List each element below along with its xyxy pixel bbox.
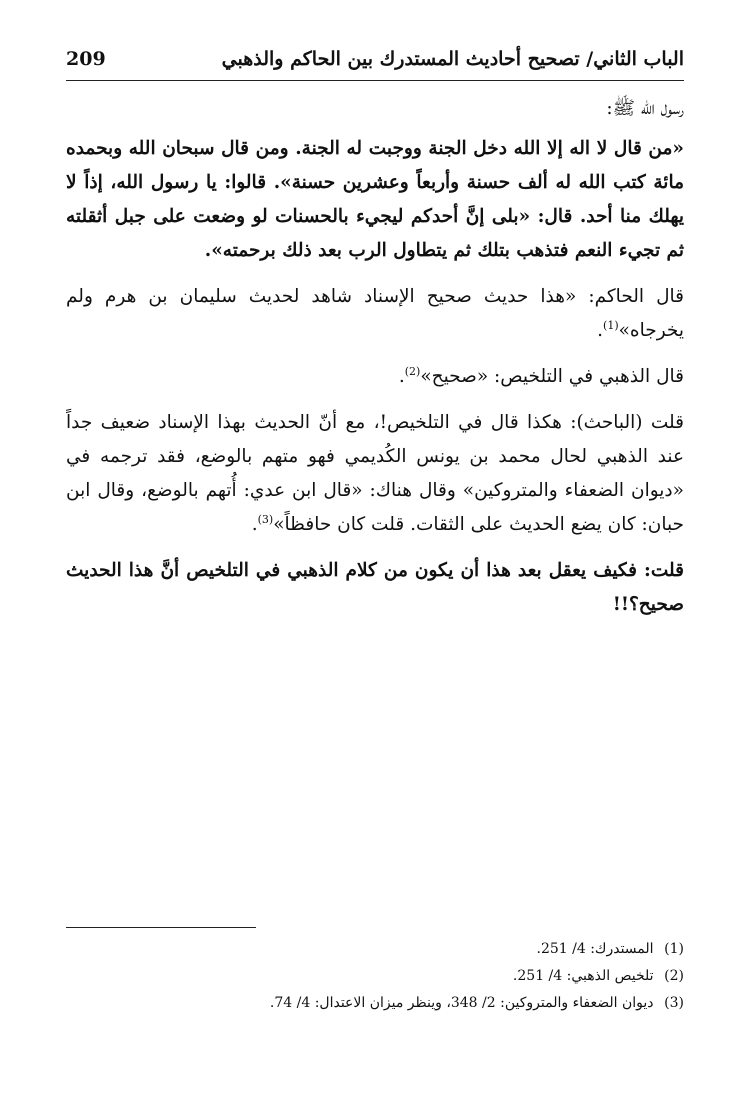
footnote-item xyxy=(66,990,684,1017)
footnote-number: (2) xyxy=(664,968,684,984)
footnote-ref-1[interactable]: (1) xyxy=(603,318,619,332)
running-header xyxy=(66,48,684,81)
hadith-text: «من قال لا اله إلا الله دخل الجنة ووجبت له الجنة. ومن قال سبحان الله وبحمده مائة كتب الله له ألف حسنة وأربعاً وعشرين حسنة». قالوا: يا رسول الله، إذاً لا يهلك منا أحد. قال: «بلى إنَّ أحدكم ليجيء بالحسنات لو وضعت على جبل أثقلته ثم تجيء النعم فتذهب بتلك ثم يتطاول الرب بعد ذلك برحمته». xyxy=(66,138,684,261)
footnotes xyxy=(66,936,684,1017)
footnote-text: تلخيص الذهبي: 4/ 251. xyxy=(512,968,654,984)
footnote-item xyxy=(66,936,684,963)
footnote-separator xyxy=(66,927,256,928)
footnote-ref-2[interactable]: (2) xyxy=(404,364,421,378)
hakim-statement: قال الحاكم: «هذا حديث صحيح الإسناد شاهد لحديث سليمان بن هرم ولم يخرجاه» xyxy=(66,286,684,341)
intro-line: رسول الله ﷺ: xyxy=(606,98,684,119)
conclusion-paragraph: قلت: فكيف يعقل بعد هذا أن يكون من كلام الذهبي في التلخيص أنَّ هذا الحديث صحيح؟!! xyxy=(66,560,684,615)
footnote-text: المستدرك: 4/ 251. xyxy=(536,941,654,957)
footnote-item xyxy=(66,963,684,990)
dhahabi-statement: قال الذهبي في التلخيص: «صحيح» xyxy=(420,366,684,387)
footnote-ref-3[interactable]: (3) xyxy=(257,512,274,526)
hakim-paragraph: قال الحاكم: «هذا حديث صحيح الإسناد شاهد لحديث سليمان بن هرم ولم يخرجاه»$^{(1)}$. xyxy=(66,286,684,341)
footnote-number: (1) xyxy=(664,941,684,957)
footnote-text: ديوان الضعفاء والمتروكين: 2/ 348، وينظر ميزان الاعتدال: 4/ 74. xyxy=(269,995,654,1011)
researcher-paragraph: قلت (الباحث): هكذا قال في التلخيص!، مع أنّ الحديث بهذا الإسناد ضعيف جداً عند الذهبي لحال محمد بن يونس الكُديمي فهو متهم بالوضع، فقد ترجمه في «ديوان الضعفاء والمتروكين» وقال هناك: «قال ابن عدي: أُتهم بالوضع، وقال ابن حبان: كان يضع الحديث على الثقات. قلت كان حافظاً»$^{(3)}$. xyxy=(66,412,684,535)
researcher-statement: قلت (الباحث): هكذا قال في التلخيص!، مع أنّ الحديث بهذا الإسناد ضعيف جداً عند الذهبي لحال محمد بن يونس الكُديمي فهو متهم بالوضع، فقد ترجمه في «ديوان الضعفاء والمتروكين» وقال هناك: «قال ابن عدي: أُتهم بالوضع، وقال ابن حبان: كان يضع الحديث على الثقات. قلت كان حافظاً» xyxy=(66,412,684,535)
page-number: 209 xyxy=(66,48,106,70)
main-text xyxy=(66,92,684,634)
dhahabi-paragraph: قال الذهبي في التلخيص: «صحيح»$^{(2)}$. xyxy=(398,364,684,387)
footnote-number: (3) xyxy=(664,995,684,1011)
chapter-title: الباب الثاني/ تصحيح أحاديث المستدرك بين الحاكم والذهبي xyxy=(221,48,684,70)
